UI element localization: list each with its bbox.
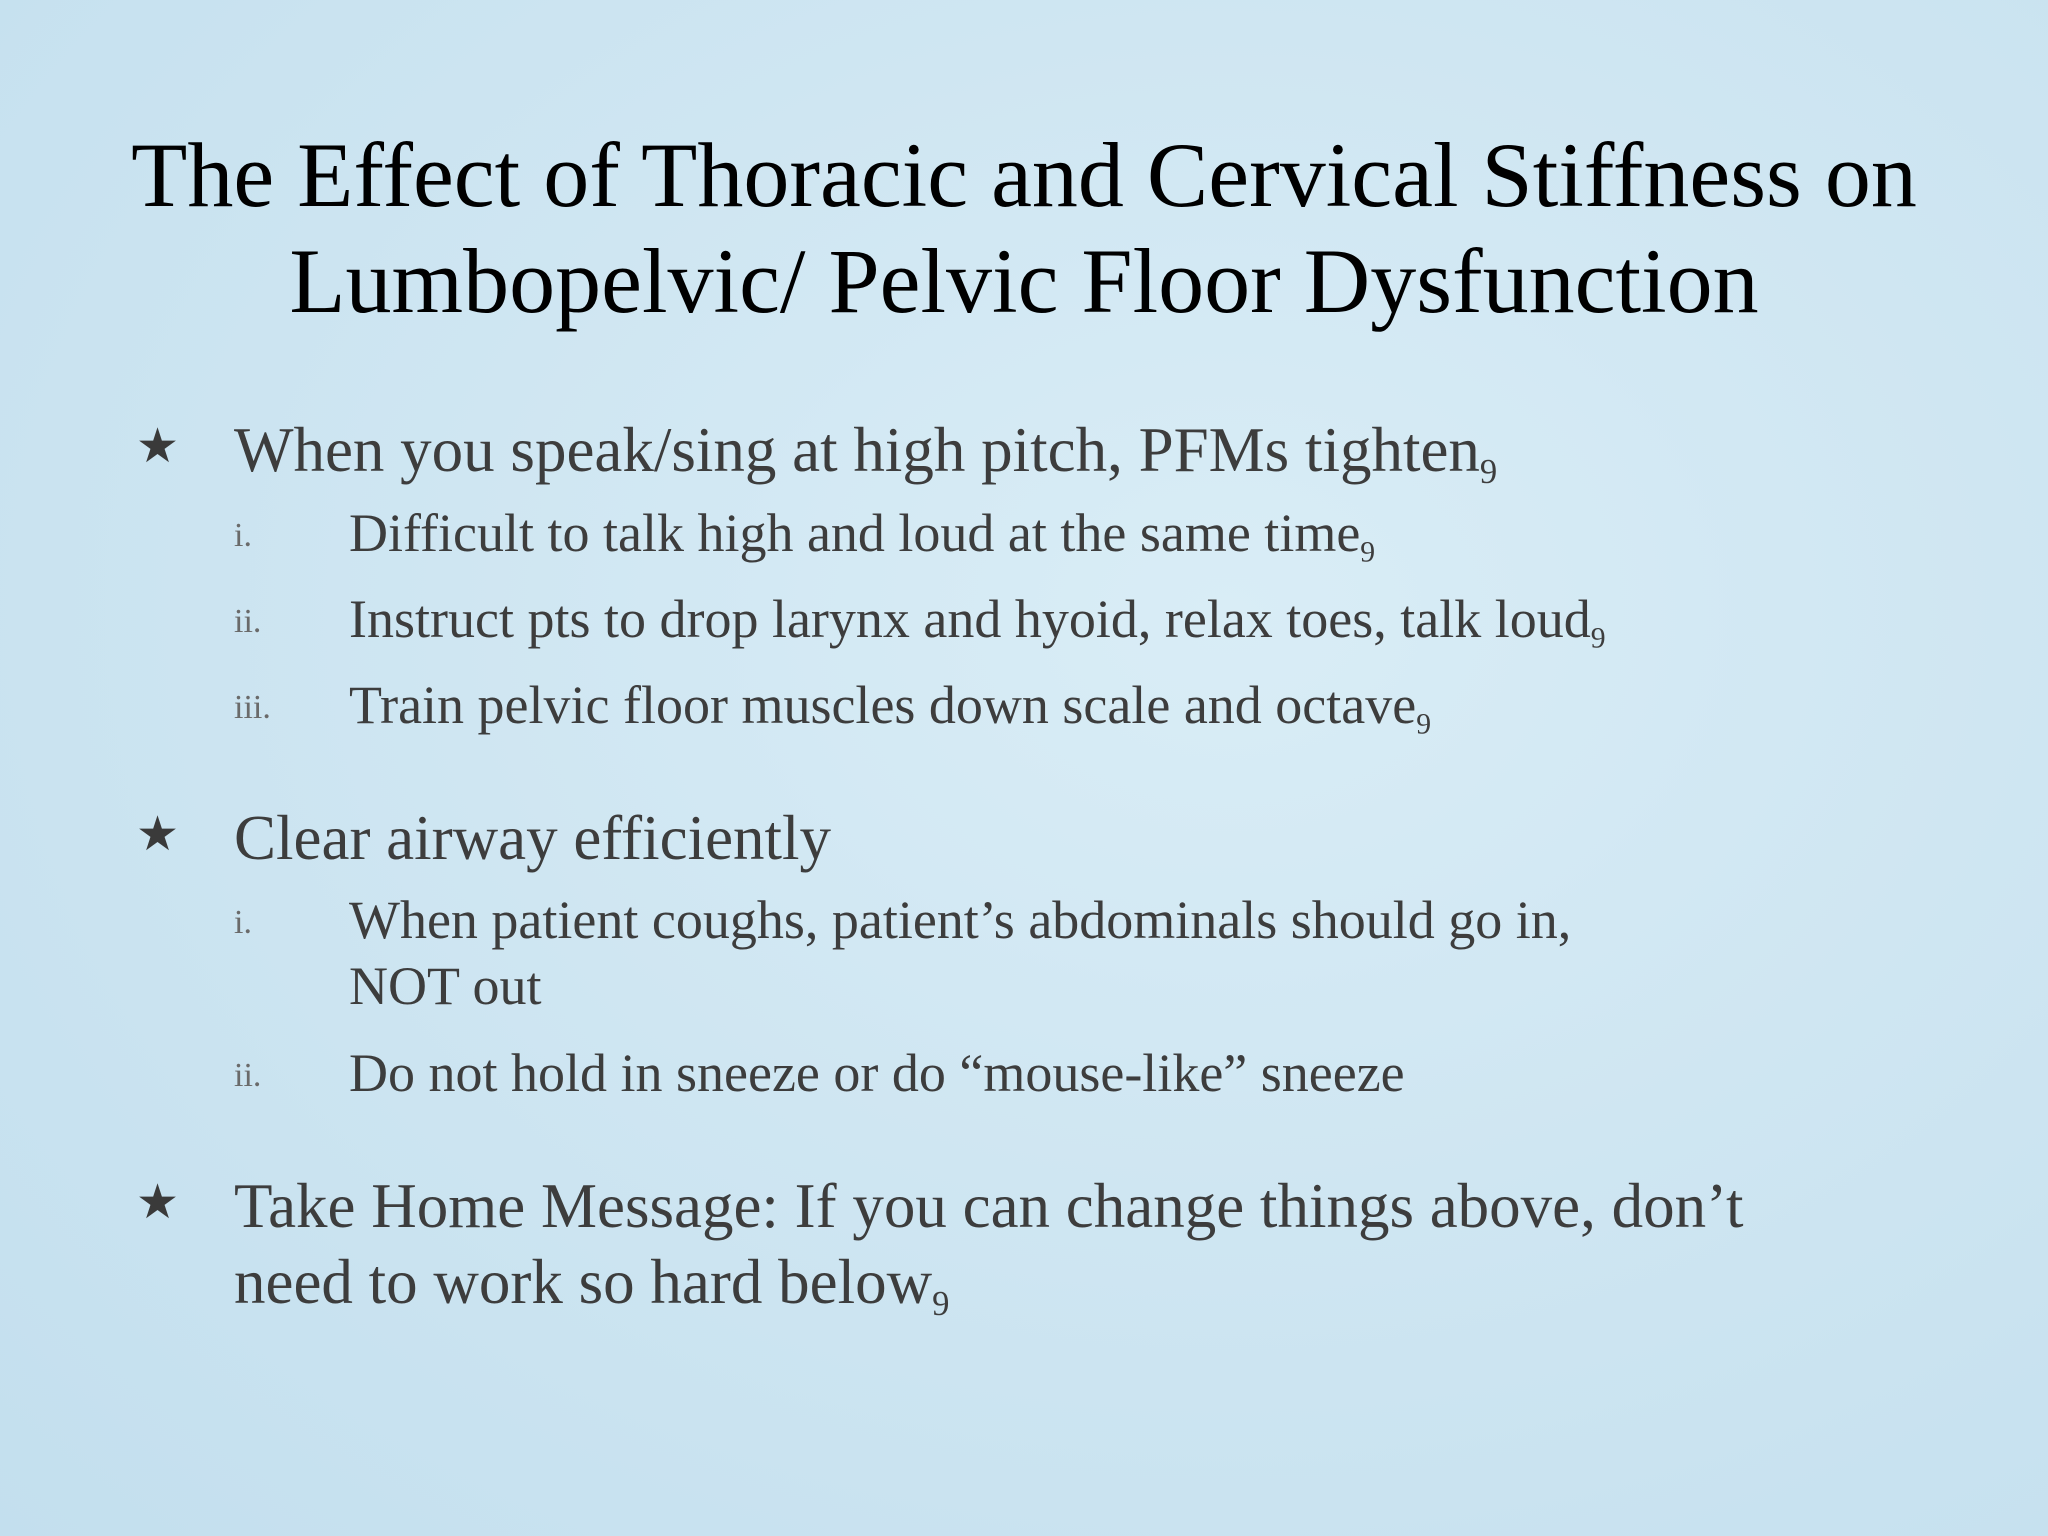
sub-item-text-content: Train pelvic floor muscles down scale and octave xyxy=(349,675,1417,735)
citation-ref: 9 xyxy=(1590,622,1606,655)
sub-item-numeral: ii. xyxy=(234,1057,262,1094)
sub-item-text xyxy=(349,500,1889,569)
sub-item-numeral: ii. xyxy=(234,603,262,640)
sub-item-text-content: Instruct pts to drop larynx and hyoid, relax toes, talk loud xyxy=(349,589,1591,649)
sub-item-text xyxy=(349,586,1889,655)
sub-item-numeral: iii. xyxy=(234,689,271,726)
star-bullet-icon: ★ xyxy=(136,1174,180,1230)
bullet-line-2-content: need to work so hard below xyxy=(234,1247,933,1317)
bullet-line-2 xyxy=(234,1244,1924,1324)
slide-title xyxy=(40,122,2008,334)
title-line-1: The Effect of Thoracic and Cervical Stiffness on xyxy=(131,124,1917,226)
sub-item-text: Do not hold in sneeze or do “mouse-like” sneeze xyxy=(349,1043,1405,1103)
title-line-2: Lumbopelvic/ Pelvic Floor Dysfunction xyxy=(289,230,1759,332)
bullet-text: Clear airway efficiently xyxy=(234,803,832,873)
bullet-text xyxy=(234,412,1924,492)
sub-item-numeral: i. xyxy=(234,517,252,554)
star-bullet-icon: ★ xyxy=(136,418,180,474)
bullet-text-content: When you speak/sing at high pitch, PFMs tighten xyxy=(234,415,1480,485)
sub-item-numeral: i. xyxy=(234,904,252,941)
citation-ref: 9 xyxy=(1479,453,1498,492)
sub-item-text-content: Difficult to talk high and loud at the same time xyxy=(349,503,1361,563)
bullet-line-1: Take Home Message: If you can change things above, don’t xyxy=(234,1171,1744,1241)
sub-item-line-1: When patient coughs, patient’s abdominals should go in, xyxy=(349,890,1572,950)
sub-item-line-2: NOT out xyxy=(349,956,542,1016)
citation-ref: 9 xyxy=(1360,536,1376,569)
bullet-text xyxy=(234,1168,1924,1324)
sub-item-text xyxy=(349,887,1889,1019)
citation-ref: 9 xyxy=(1416,708,1432,741)
sub-item-text xyxy=(349,672,1889,741)
star-bullet-icon: ★ xyxy=(136,806,180,862)
citation-ref: 9 xyxy=(932,1285,950,1324)
